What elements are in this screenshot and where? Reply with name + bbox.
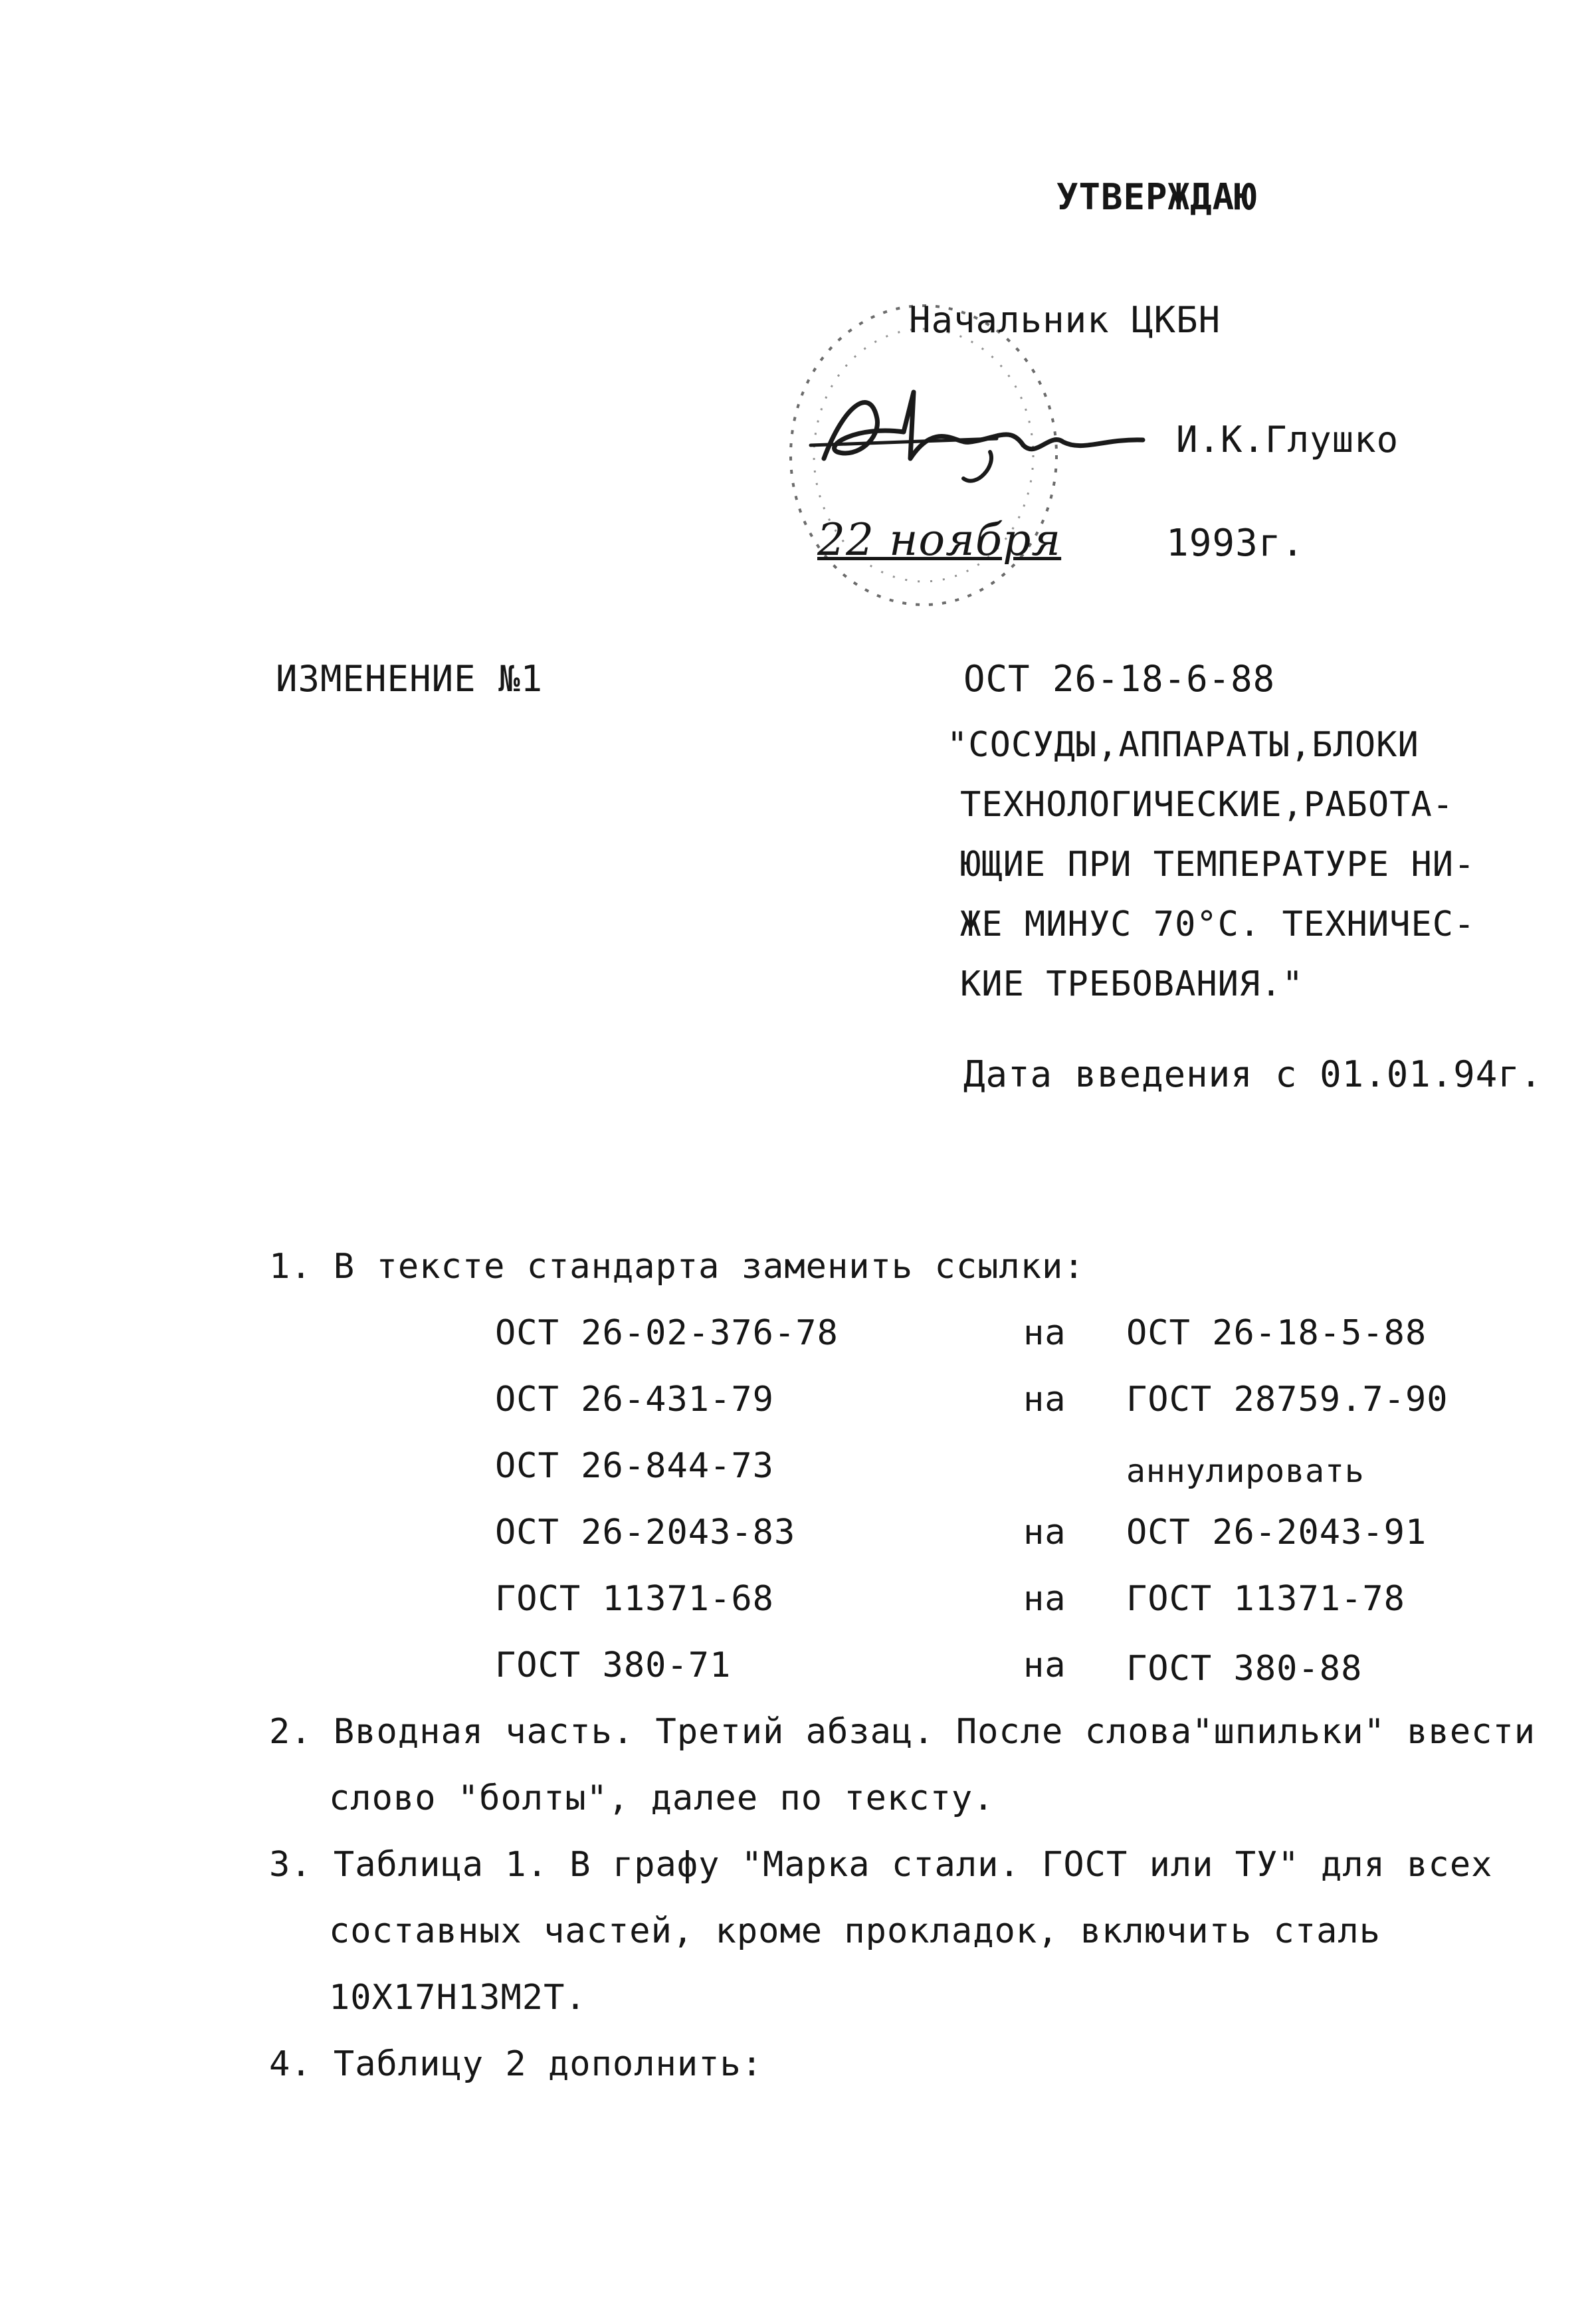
signature-year: 1993г. — [1166, 522, 1305, 565]
item-3-text-line-1: 3. Таблица 1. В графу "Марка стали. ГОСТ или ТУ" для всех — [269, 1845, 1493, 1885]
new-reference: ГОСТ 28759.7-90 — [1126, 1380, 1448, 1420]
item-3-text-line-3: 10Х17Н13М2Т. — [329, 1978, 587, 2018]
old-reference: ГОСТ 380-71 — [495, 1645, 732, 1685]
head-title: Начальник ЦКБН — [909, 299, 1221, 341]
old-reference: ОСТ 26-431-79 — [495, 1380, 774, 1420]
new-reference: ГОСТ 380-88 — [1126, 1649, 1363, 1689]
standard-title-line-1: "СОСУДЫ,АППАРАТЫ,БЛОКИ — [947, 725, 1419, 765]
old-reference: ОСТ 26-2043-83 — [495, 1513, 796, 1552]
item-2-text-line-2: слово "болты", далее по тексту. — [329, 1778, 995, 1818]
intro-date: Дата введения с 01.01.94г. — [963, 1053, 1543, 1095]
old-reference: ГОСТ 11371-68 — [495, 1579, 774, 1619]
item-4-text: 4. Таблицу 2 дополнить: — [269, 2044, 763, 2084]
replacement-word: на — [1023, 1380, 1066, 1420]
standard-title-line-5: КИЕ ТРЕБОВАНИЯ." — [960, 964, 1304, 1004]
standard-title-line-4: ЖЕ МИНУС 70°С. ТЕХНИЧЕС- — [960, 904, 1476, 944]
standard-title-line-2: ТЕХНОЛОГИЧЕСКИЕ,РАБОТА- — [960, 785, 1454, 825]
standard-code: ОСТ 26-18-6-88 — [963, 658, 1276, 700]
signature-date: 22 ноября — [817, 514, 1062, 566]
change-title: ИЗМЕНЕНИЕ №1 — [276, 658, 544, 700]
standard-title-line-3: ЮЩИЕ ПРИ ТЕМПЕРАТУРЕ НИ- — [960, 845, 1476, 885]
replacement-word: на — [1023, 1645, 1066, 1685]
new-reference: аннулировать — [1126, 1453, 1365, 1490]
new-reference: ОСТ 26-2043-91 — [1126, 1513, 1427, 1552]
replacement-word: на — [1023, 1579, 1066, 1619]
approved-label: УТВЕРЖДАЮ — [1056, 176, 1257, 218]
old-reference: ОСТ 26-02-376-78 — [495, 1313, 839, 1353]
replacement-word: на — [1023, 1513, 1066, 1552]
old-reference: ОСТ 26-844-73 — [495, 1446, 774, 1486]
item-2-text-line-1: 2. Вводная часть. Третий абзац. После слова"шпильки" ввести — [269, 1712, 1536, 1752]
item-3-text-line-2: составных частей, кроме прокладок, включить сталь — [329, 1911, 1381, 1951]
signer-name: И.К.Глушко — [1176, 419, 1399, 461]
new-reference: ОСТ 26-18-5-88 — [1126, 1313, 1427, 1353]
item-1-text: 1. В тексте стандарта заменить ссылки: — [269, 1247, 1085, 1287]
signature-icon — [797, 379, 1169, 492]
new-reference: ГОСТ 11371-78 — [1126, 1579, 1405, 1619]
replacement-word: на — [1023, 1313, 1066, 1353]
